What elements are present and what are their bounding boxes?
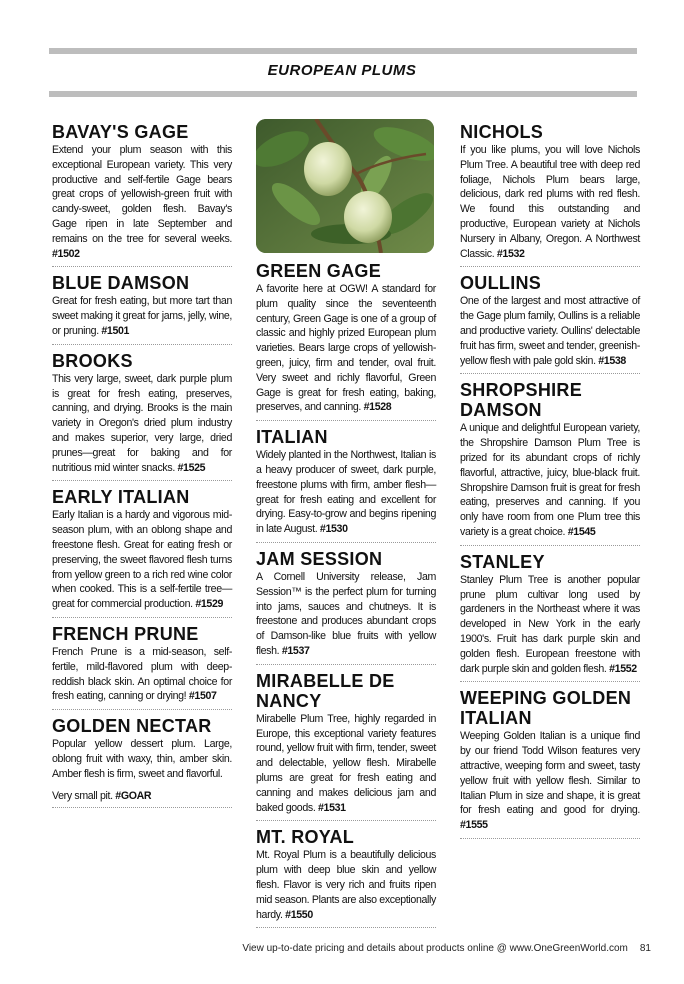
item-code: #1550 — [285, 908, 313, 921]
item-code: #1532 — [496, 247, 525, 260]
variety-description: Widely planted in the Northwest, Italian is a heavy producer of sweet, dark purple, freestone plums with firm, amber flesh—great for fresh eating and excellent for drying. Easy-to-grow and begins ripening in late August. #1530 — [256, 449, 436, 536]
variety-description: Mt. Royal Plum is a beautifully delicious plum with deep blue skin and yellow flesh. Flavor is very rich and fruits ripen mid season. Plants are also exceptionally hardy. #1550 — [256, 849, 436, 921]
plum-entry-bavays-gage — [52, 122, 232, 267]
plum-photo — [256, 119, 434, 253]
variety-name: JAM SESSION — [256, 548, 383, 569]
variety-description: A favorite here at OGW! A standard for plum quality since the seventeenth century, Green Gage is one of a group of classic and highly prized European plum varieties. Bears large crops of yellowish-green, juicy, firm and tender, oval fruit. Very sweet and richly flavorful, Green Gage is great for fresh eating, baking, preserves, and canning. #1528 — [256, 283, 436, 414]
item-code: #1538 — [598, 354, 626, 367]
top-rule — [49, 48, 637, 54]
item-code: #1531 — [318, 801, 346, 814]
variety-description: If you like plums, you will love Nichols Plum Tree. A beautiful tree with deep red foliage, Nichols Plum bears large, delicious, dark red plums with red flesh. We found this outstanding and productive, European variety at Nichols Nursery in Albany, Oregon. A Northwest Classic. #1532 — [460, 144, 640, 260]
variety-name: BLUE DAMSON — [52, 273, 190, 294]
variety-description: Early Italian is a hardy and vigorous mid-season plum, with an oblong shape and freestone flesh. Great for eating fresh or preserving, the sweet flavored flesh turns from yellow green to a rich red wine color when cooked. This is a self-fertile tree—great for commercial production. #1529 — [52, 509, 232, 611]
variety-name: BROOKS — [52, 350, 133, 371]
item-code: #1545 — [567, 525, 596, 538]
variety-description: A unique and delightful European variety, the Shropshire Damson Plum Tree is prized for its abundant crops of richly flavorful, attractive, juicy, blue-black fruit. Shropshire Damson fruit is great for fresh eating, preserves and canning. If you only have room from one Plum tree this variety is a great choice. #1545 — [460, 422, 640, 538]
variety-name: NICHOLS — [460, 122, 544, 142]
green-plums-illustration — [256, 119, 434, 253]
plum-entry-italian — [256, 427, 436, 543]
variety-name: SHROPSHIRE DAMSON — [460, 380, 583, 421]
plum-entry-mirabelle-de-nancy — [256, 671, 436, 822]
variety-description: Stanley Plum Tree is another popular prune plum cultivar long used by gardeners in the Northeast where it was developed in New York in the early 1900's. Fruit has dark purple skin and golden flesh. European freestone with dark purple skin and golden flesh. #1552 — [460, 573, 640, 675]
variety-name: WEEPING GOLDEN ITALIAN — [460, 688, 632, 729]
item-code: #1529 — [195, 598, 224, 611]
item-code: #1528 — [363, 401, 392, 414]
page-number: 81 — [639, 943, 651, 954]
variety-description: Great for fresh eating, but more tart than sweet making it great for jams, jelly, wine, or pruning. #1501 — [52, 295, 232, 337]
plum-entry-oullins — [460, 273, 640, 374]
header-underline-rule — [49, 91, 637, 97]
variety-description: This very large, sweet, dark purple plum is great for fresh eating, preserves, canning, and drying. Brooks is the main variety in Oregon's dried plum industry and makes superior, very large, dried prunes—great for baking and for nutritious mid winter snacks. #1525 — [52, 372, 232, 474]
variety-description: Weeping Golden Italian is a unique find by our friend Todd Wilson features very attractive, weeping form and sweet, tasty yellow fruit with yellow flesh. Similar to Italian Plum in size and shape, it is great for fresh eating and good for drying. #1555 — [460, 730, 640, 832]
item-code: #1502 — [52, 247, 80, 260]
plum-entry-mt-royal — [256, 827, 436, 928]
variety-name: BAVAY'S GAGE — [52, 122, 189, 142]
variety-note: Very small pit. #GOAR — [52, 789, 152, 802]
variety-name: MIRABELLE DE NANCY — [256, 670, 395, 711]
variety-name: FRENCH PRUNE — [52, 623, 199, 644]
item-code: #1537 — [281, 644, 310, 657]
item-code: #1501 — [101, 324, 130, 337]
plum-entry-green-gage — [256, 261, 436, 421]
middle-column — [256, 119, 436, 934]
section-title: EUROPEAN PLUMS — [267, 62, 417, 79]
variety-name: EARLY ITALIAN — [52, 487, 190, 508]
plum-entry-weeping-golden-italian — [460, 688, 640, 839]
plum-entry-blue-damson — [52, 273, 232, 344]
variety-description: Mirabelle Plum Tree, highly regarded in Europe, this exceptional variety features round, yellow fruit with firm, tender, sweet and delectable, yellow flesh. Mirabelle plums are great for fresh eating and canning and makes delicious jam and baked goods. #1531 — [256, 712, 436, 814]
variety-description: One of the largest and most attractive of the Gage plum family, Oullins is a reliable and productive variety. Oullins' delectable fruit has firm, sweet and tender, greenish-yellow flesh with pale gold skin. #1538 — [460, 295, 640, 367]
plum-entry-golden-nectar — [52, 716, 232, 807]
variety-description: Popular yellow dessert plum. Large, oblong fruit with waxy, thin, amber skin. Amber flesh is firm, sweet and flavorful. — [52, 738, 232, 780]
footer-text: View up-to-date pricing and details about products online @ www.OneGreenWorld.com — [242, 943, 628, 954]
plum-entry-brooks — [52, 351, 232, 482]
plum-entry-shropshire-damson — [460, 380, 640, 545]
variety-name: ITALIAN — [256, 427, 328, 448]
variety-description: Extend your plum season with this exceptional European variety. This very productive and self-fertile Gage bears great crops of yellowish-green fruit with candy-sweet, golden flesh. Bavay's Gage ripen in late September and remains on the tree for several weeks. #1502 — [52, 144, 232, 260]
variety-name: OULLINS — [460, 273, 542, 294]
item-code: #1525 — [177, 461, 206, 474]
variety-description: French Prune is a mid-season, self-fertile, mild-flavored plum with deep-reddish black skin. An optimal choice for fresh eating, canning or drying! #1507 — [52, 645, 232, 703]
variety-name: STANLEY — [460, 551, 545, 572]
plum-entry-stanley — [460, 552, 640, 683]
page-footer — [0, 943, 651, 954]
plum-entry-nichols — [460, 122, 640, 267]
variety-name: GREEN GAGE — [256, 261, 382, 281]
item-code: #1552 — [609, 662, 637, 675]
right-column — [460, 122, 640, 845]
item-code: #1530 — [319, 523, 348, 536]
variety-name: GOLDEN NECTAR — [52, 716, 212, 737]
item-code: #GOAR — [115, 789, 152, 802]
left-column — [52, 122, 232, 814]
plum-entry-early-italian — [52, 487, 232, 618]
item-code: #1507 — [188, 690, 217, 703]
plum-entry-jam-session — [256, 549, 436, 665]
variety-name: MT. ROYAL — [256, 827, 355, 848]
item-code: #1555 — [460, 819, 488, 832]
variety-description: A Cornell University release, Jam Session™ is the perfect plum for turning into jams, sauces and chutneys. It is freestone and produces abundant crops of Damson-like blue fruits with yellow flesh. #1537 — [256, 570, 436, 657]
plum-entry-french-prune — [52, 624, 232, 710]
